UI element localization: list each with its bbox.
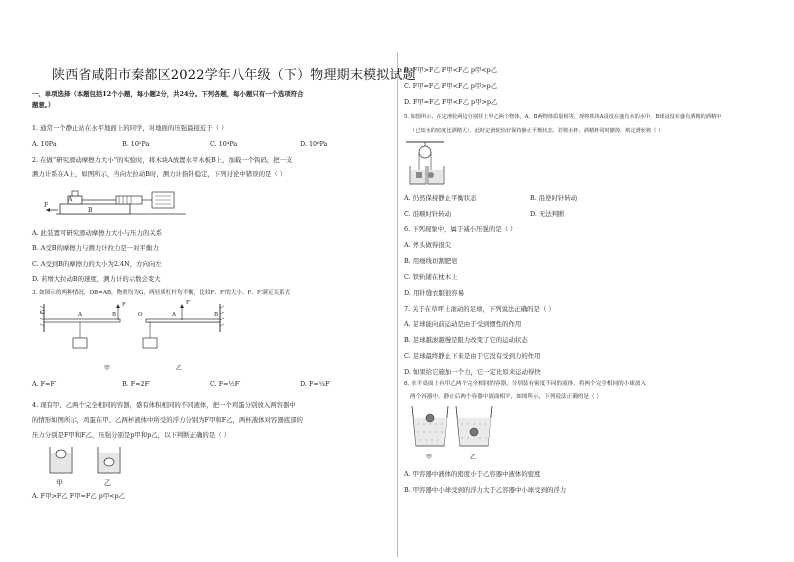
q5-option-d: D. 无法判断 [530, 210, 565, 218]
q3-option-c: C. F=½F′ [210, 380, 241, 388]
q2-stem-line2: 测力计系在A上，如图所示，当向左拉动B时，测力计指针稳定，下列讨论中错误的是（ ） [32, 170, 287, 178]
q3-yi-label-a: A [172, 312, 176, 318]
q8-containers-figure [410, 404, 496, 448]
q6-option-c: C. 铁轨铺在枕木上 [404, 273, 458, 281]
q2-label-f: F [44, 202, 49, 209]
q3-jia-label-a: A [78, 312, 82, 318]
q8-stem-line1: 8. 水平桌面上有甲乙两个完全相同的容器，分别装有密度不同的液体，将两个完全相同的小球放入 [404, 381, 647, 387]
exam-title: 陕西省咸阳市秦都区2022学年八年级（下）物理期末模拟试题 [52, 68, 416, 83]
q2-label-b: B [88, 207, 93, 214]
section-heading-line2: 题意。） [32, 101, 55, 109]
q5-option-c: C. 沿顺时针转动 [404, 210, 452, 218]
q1-option-d: D. 10⁶Pa [300, 140, 328, 148]
q4-option-a: A. F甲>F乙 F甲=F乙 p甲<p乙 [32, 492, 126, 500]
q8-stem-line2: 两个容器中，静止后两个容器中液面相平，如图所示，下列说法正确的是（ ） [410, 394, 602, 400]
q2-label-a: A [68, 196, 73, 203]
q1-option-a: A. 10Pa [32, 140, 57, 148]
q3-lever-figure-jia [40, 302, 130, 358]
q7-option-c: C. 足球最终静止下来是由于它没有受到力的作用 [404, 352, 541, 360]
q6-option-d: D. 用针缝衣服很容易 [404, 289, 465, 297]
q3-option-d: D. F=¼F′ [300, 380, 331, 388]
q7-option-b: B. 足球越滚越慢是阻力改变了它的运动状态 [404, 336, 528, 344]
q1-option-c: C. 10⁴Pa [210, 140, 238, 148]
q3-jia-caption: 甲 [104, 365, 111, 372]
q2-stem-line1: 2. 在做“研究滑动摩擦力大小”的实验时，将木块A放置水平木板B上，加载一个钩码，把一支 [32, 156, 293, 164]
q1-option-b: B. 10²Pa [122, 140, 150, 148]
q8-caption-yi: 乙 [470, 454, 477, 461]
q1-stem: 1. 通常一个静止站在水平地面上的同学，对地面的压强最接近于（ ） [32, 124, 228, 132]
q5-pulley-figure [404, 140, 452, 186]
q7-stem: 7. 关于在草坪上滚动的足球，下列说法正确的是（ ） [404, 305, 555, 313]
q5-option-b: B. 沿逆时针转动 [530, 194, 578, 202]
q4-option-b: B. F甲>F乙 F甲<F乙 p甲<p乙 [404, 66, 498, 74]
q4-stem-line2: 的情形如图所示，鸡蛋在甲、乙两杯液体中所受的浮力分别为F甲和F乙，两杯液体对容器底部的 [32, 416, 303, 424]
column-divider [397, 52, 398, 557]
q5-stem-line1: 5. 如图所示，在定滑轮两边分别挂上甲乙两个物体，A、B两物体质量相等，现将铁块A浸没在盛有水的水中，B球浸没在盛有酒精的酒精中 [404, 114, 722, 120]
q3-yi-label-b: B [214, 312, 219, 318]
q7-option-a: A. 足球能向前运动是由于受到惯性的作用 [404, 320, 522, 328]
q2-option-b: B. A受B的摩擦力与测力计拉力是一对平衡力 [32, 244, 159, 252]
q8-caption-jia: 甲 [426, 454, 433, 461]
q4-option-d: D. F甲=F乙 F甲<F乙 p甲>p乙 [404, 98, 498, 106]
q3-yi-label-f: F′ [186, 300, 192, 306]
q5-option-a: A. 仍然保持静止平衡状态 [404, 194, 477, 202]
q7-option-d: D. 如果给它施加一个力，它一定比原来运动得快 [404, 368, 541, 376]
q2-friction-figure [46, 186, 186, 220]
q8-option-b: B. 甲容器中小球受到的浮力大于乙容器中小球受到的浮力 [404, 486, 567, 494]
q3-jia-label-o: O [40, 310, 45, 316]
q3-stem: 3. 如图示的两种情况，OB=AB，物重均为G，两轻质杠杆均平衡，比较F、F′的大小，F、F′满足关系式 [32, 290, 291, 296]
q6-option-b: B. 用细线切割肥皂 [404, 257, 458, 265]
q6-stem: 6. 下列现象中，属于减小压强的是（ ） [404, 225, 517, 233]
q4-caption-jia: 甲 [56, 479, 63, 487]
q2-option-c: C. A受到B的摩擦力的大小为2.4N，方向向左 [32, 260, 162, 268]
q6-option-a: A. 斧头做得很尖 [404, 241, 452, 249]
q8-option-a: A. 甲容器中液体的密度小于乙容器中液体的密度 [404, 470, 541, 478]
q2-option-a: A. 此装置可研究滑动摩擦力大小与压力的关系 [32, 229, 163, 237]
q3-yi-caption: 乙 [176, 365, 183, 372]
q4-caption-yi: 乙 [104, 479, 111, 487]
q4-stem-line3: 压力分别是F甲和F乙，压强分别是p甲和p乙，以下判断正确的是（ ） [32, 431, 231, 439]
q5-stem-line2: （已知水的密度比酒精大），此时定滑轮恰好保持静止平衡状态，若将水杯、酒精杯同时撤掉，则定滑轮将（ ） [410, 128, 664, 134]
q4-option-c: C. F甲=F乙 F甲<F乙 p甲>p乙 [404, 82, 498, 90]
q4-stem-line1: 4. 现有甲、乙两个完全相同的容器，盛有体积相同的不同液体，把一个鸡蛋分别放入两容器中 [32, 401, 296, 409]
q3-lever-figure-yi [142, 302, 232, 358]
q3-yi-label-o: O [138, 312, 143, 318]
q3-option-a: A. F=F′ [32, 380, 57, 388]
q3-option-b: B. F=2F′ [122, 380, 151, 388]
q3-jia-label-f: F [122, 302, 126, 308]
q3-jia-label-b: B [112, 312, 117, 318]
q4-egg-beakers-figure [48, 445, 128, 475]
q2-option-d: D. 若增大拉动B的速度，测力计的示数会变大 [32, 275, 161, 283]
section-heading-line1: 一、单项选择（本题包括12个小题，每小题2分，共24分。下列各题，每小题只有一个选项符合 [32, 90, 304, 98]
